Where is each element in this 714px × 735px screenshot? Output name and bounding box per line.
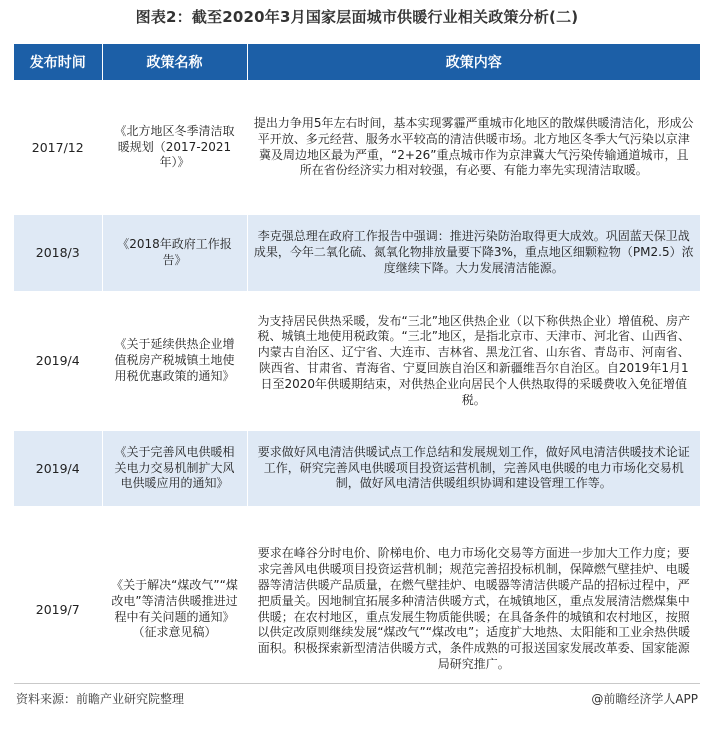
row-policy-content: 要求做好风电清洁供暖试点工作总结和发展规划工作，做好风电清洁供暖技术论证工作，研究完善风电供暖项目投资运营机制，完善风电供暖的电力市场化交易机制，做好风电清洁供暖组织协调和建设管理工作等。 bbox=[247, 431, 700, 506]
row-policy-content: 提出力争用5年左右时间，基本实现雾霾严重城市化地区的散煤供暖清洁化，形成公平开放、多元经营、服务水平较高的清洁供暖市场。北方地区冬季大气污染以京津冀及周边地区最为严重，“2+26”重点城市作为京津冀大气污染传输通道城市，且所在省份经济实力相对较强，有必要、有能力率先实现清洁取暖。 bbox=[247, 80, 700, 215]
table-row bbox=[14, 431, 700, 506]
row-date: 2017/12 bbox=[14, 80, 102, 215]
table-row bbox=[14, 291, 700, 431]
row-policy-name: 《关于延续供热企业增值税房产税城镇土地使用税优惠政策的通知》 bbox=[102, 291, 247, 431]
table-row bbox=[14, 80, 700, 215]
row-policy-name: 《关于解决“煤改气”“煤改电”等清洁供暖推进过程中有关问题的通知》（征求意见稿） bbox=[102, 506, 247, 713]
row-policy-name: 《关于完善风电供暖相关电力交易机制扩大风电供暖应用的通知》 bbox=[102, 431, 247, 506]
page-title: 图表2：截至2020年3月国家层面城市供暖行业相关政策分析(二) bbox=[135, 8, 579, 26]
row-date: 2019/4 bbox=[14, 431, 102, 506]
row-date: 2019/4 bbox=[14, 291, 102, 431]
header-policy-content: 政策内容 bbox=[247, 44, 700, 80]
watermark-text: @前瞻经济学人APP bbox=[591, 692, 698, 706]
header-date: 发布时间 bbox=[14, 44, 102, 80]
row-policy-content: 李克强总理在政府工作报告中强调：推进污染防治取得更大成效。巩固蓝天保卫战成果，今年二氧化硫、氮氧化物排放量要下降3%，重点地区细颗粒物（PM2.5）浓度继续下降。大力发展清洁能源。 bbox=[247, 215, 700, 291]
row-policy-name: 《2018年政府工作报告》 bbox=[102, 215, 247, 291]
policy-table bbox=[14, 44, 700, 713]
table-row bbox=[14, 506, 700, 713]
table-row bbox=[14, 215, 700, 291]
row-date: 2018/3 bbox=[14, 215, 102, 291]
footer-divider bbox=[14, 683, 700, 684]
row-date: 2019/7 bbox=[14, 506, 102, 713]
watermark bbox=[591, 690, 698, 707]
row-policy-name: 《北方地区冬季清洁取暖规划（2017-2021年）》 bbox=[102, 80, 247, 215]
source-note: 资料来源：前瞻产业研究院整理 bbox=[16, 692, 185, 706]
header-policy-name: 政策名称 bbox=[102, 44, 247, 80]
table-header-row bbox=[14, 44, 700, 80]
row-policy-content: 要求在峰谷分时电价、阶梯电价、电力市场化交易等方面进一步加大工作力度；要求完善风电供暖项目投资运营机制；规范完善招投标机制，保障燃气壁挂炉、电暖器等清洁供暖产品质量，在燃气壁挂炉、电暖器等清洁供暖产品的招标过程中，严把质量关。因地制宜拓展多种清洁供暖方式，在城镇地区，重点发展清洁燃煤集中供暖；在农村地区，重点发展生物质能供暖；在具备条件的城镇和农村地区，按照以供定改原则继续发展“煤改气”“煤改电”；适度扩大地热、太阳能和工业余热供暖面积。积极探索新型清洁供暖方式，条件成熟的可报送国家发展改革委、国家能源局研究推广。 bbox=[247, 506, 700, 713]
row-policy-content: 为支持居民供热采暖，发布“三北”地区供热企业（以下称供热企业）增值税、房产税、城镇土地使用税政策。“三北”地区，是指北京市、天津市、河北省、山西省、内蒙古自治区、辽宁省、大连市、吉林省、黑龙江省、山东省、青岛市、河南省、陕西省、甘肃省、青海省、宁夏回族自治区和新疆维吾尔自治区。自2019年1月1日至2020年供暖期结束，对供热企业向居民个人供热取得的采暖费收入免征增值税。 bbox=[247, 291, 700, 431]
